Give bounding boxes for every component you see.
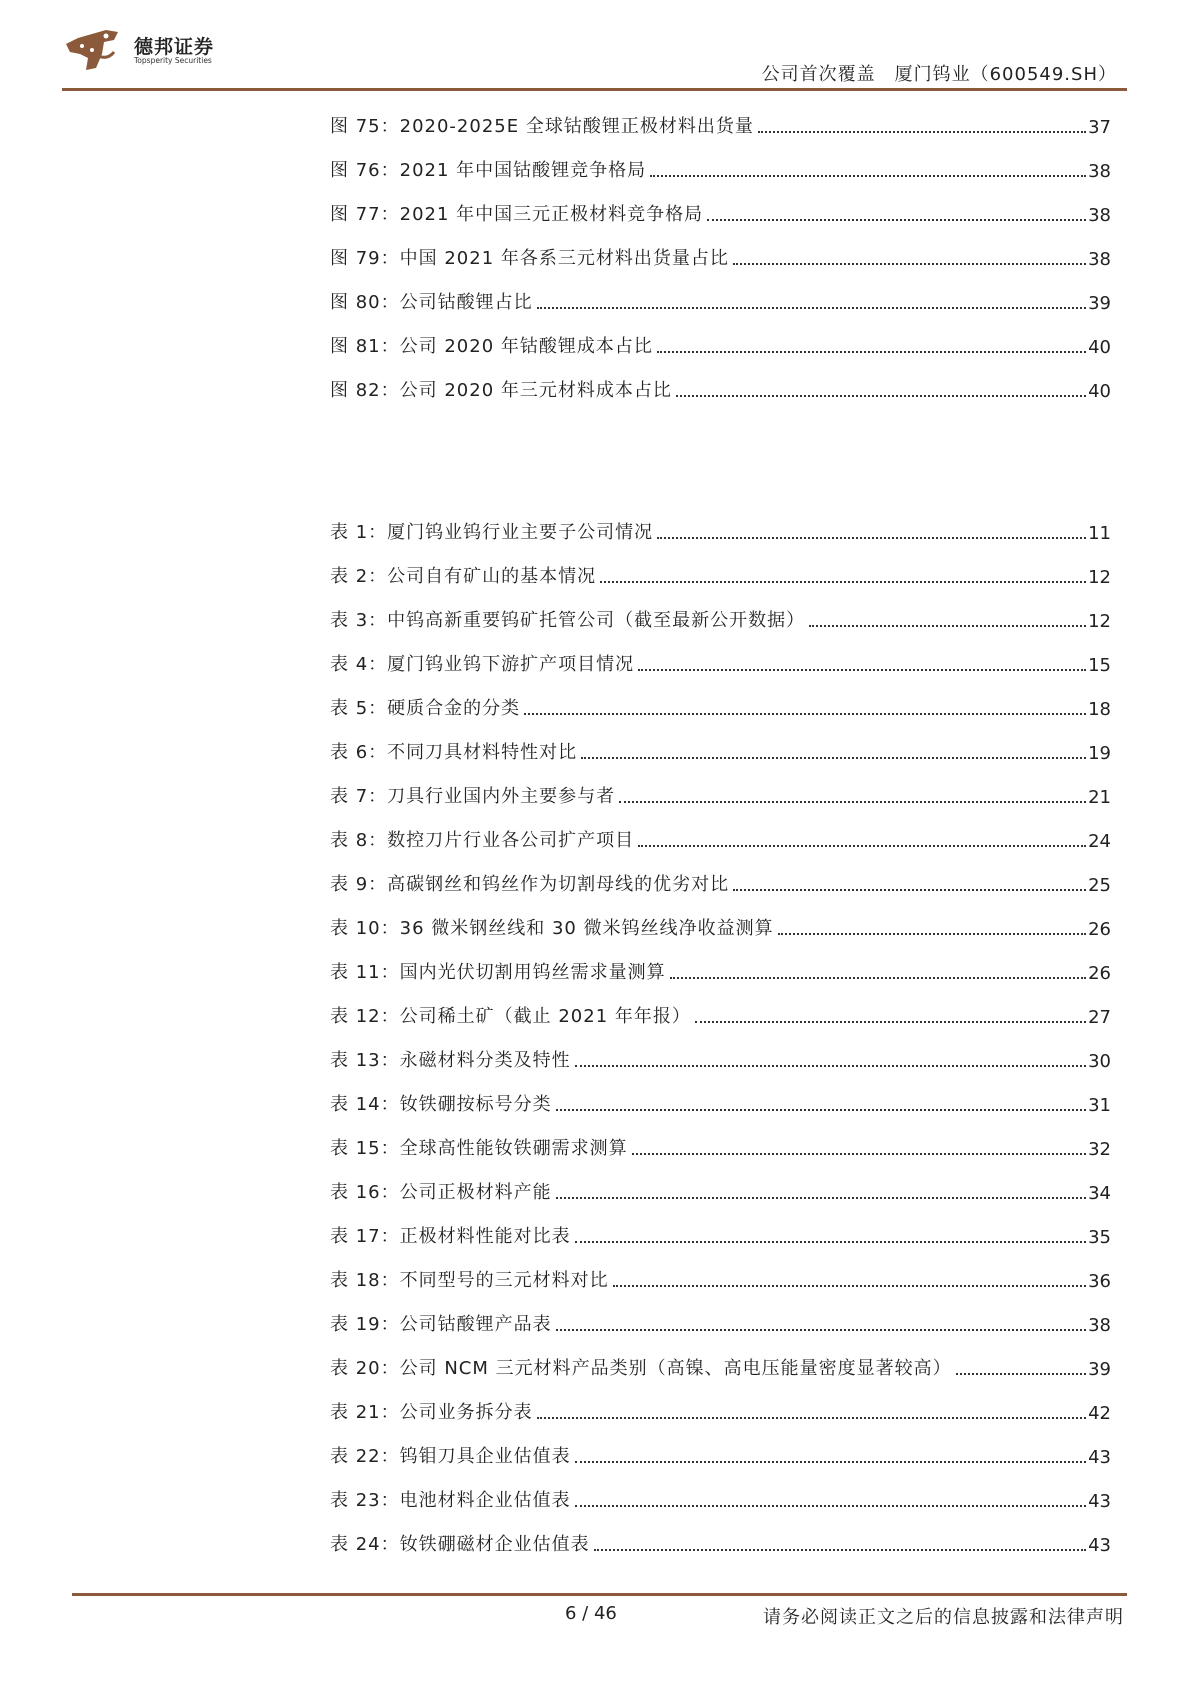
table-toc-entry[interactable] xyxy=(330,632,1111,676)
table-toc-entry-label: 表 2：公司自有矿山的基本情况 xyxy=(330,562,598,588)
report-title: 公司首次覆盖 厦门钨业（600549.SH） xyxy=(761,64,1117,85)
logo-text-cn: 德邦证券 xyxy=(134,36,215,58)
dot-leader xyxy=(638,844,1086,847)
table-toc-entry[interactable] xyxy=(330,940,1111,984)
table-toc-entry-page-number: 39 xyxy=(1088,1359,1111,1380)
table-toc-entry-page-number: 11 xyxy=(1088,523,1111,544)
table-toc-entry-label: 表 8：数控刀片行业各公司扩产项目 xyxy=(330,826,636,852)
dot-leader xyxy=(676,394,1086,397)
dot-leader xyxy=(619,800,1086,803)
table-toc-entry-page-number: 42 xyxy=(1088,1403,1111,1424)
table-toc-entry-page-number: 36 xyxy=(1088,1271,1111,1292)
table-toc-entry-label: 表 11：国内光伏切割用钨丝需求量测算 xyxy=(330,958,668,984)
table-toc-entry-label: 表 18：不同型号的三元材料对比 xyxy=(330,1266,611,1292)
table-toc-entry-page-number: 35 xyxy=(1088,1227,1111,1248)
dot-leader xyxy=(638,668,1086,671)
dot-leader xyxy=(537,1416,1086,1419)
page-number: 6 / 46 xyxy=(565,1603,617,1624)
dot-leader xyxy=(556,1108,1086,1111)
table-toc-entry[interactable] xyxy=(330,1424,1111,1468)
table-toc-entry-label: 表 10：36 微米钢丝线和 30 微米钨丝线净收益测算 xyxy=(330,914,776,940)
table-toc-entry[interactable] xyxy=(330,1512,1111,1556)
table-toc-entry-page-number: 38 xyxy=(1088,1315,1111,1336)
figure-toc-entry[interactable] xyxy=(330,270,1111,314)
dot-leader xyxy=(733,262,1086,265)
dot-leader xyxy=(556,1196,1086,1199)
dot-leader xyxy=(556,1328,1086,1331)
table-toc-entry-label: 表 22：钨钼刀具企业估值表 xyxy=(330,1442,573,1468)
table-toc-entry-page-number: 32 xyxy=(1088,1139,1111,1160)
figure-toc-entry-label: 图 82：公司 2020 年三元材料成本占比 xyxy=(330,376,674,402)
dot-leader xyxy=(758,130,1086,133)
dot-leader xyxy=(733,888,1086,891)
dot-leader xyxy=(575,1240,1086,1243)
dot-leader xyxy=(613,1284,1086,1287)
table-toc-entry-page-number: 26 xyxy=(1088,963,1111,984)
table-toc-entry[interactable] xyxy=(330,720,1111,764)
table-toc-entry[interactable] xyxy=(330,588,1111,632)
table-toc-entry[interactable] xyxy=(330,1292,1111,1336)
table-toc-entry-page-number: 43 xyxy=(1088,1447,1111,1468)
table-toc-entry[interactable] xyxy=(330,1204,1111,1248)
table-toc-entry[interactable] xyxy=(330,808,1111,852)
figure-list xyxy=(330,94,1111,402)
dot-leader xyxy=(581,756,1086,759)
table-toc-entry[interactable] xyxy=(330,852,1111,896)
table-toc-entry[interactable] xyxy=(330,500,1111,544)
table-toc-entry[interactable] xyxy=(330,676,1111,720)
figure-toc-entry-page-number: 40 xyxy=(1088,381,1111,402)
dot-leader xyxy=(809,624,1086,627)
dot-leader xyxy=(707,218,1086,221)
page-header xyxy=(62,24,1127,90)
figure-toc-entry-page-number: 38 xyxy=(1088,161,1111,182)
logo-text-en: Topsperity Securities xyxy=(134,56,212,65)
dot-leader xyxy=(537,306,1086,309)
table-toc-entry[interactable] xyxy=(330,764,1111,808)
dot-leader xyxy=(956,1372,1086,1375)
dot-leader xyxy=(575,1460,1086,1463)
table-toc-entry-label: 表 19：公司钴酸锂产品表 xyxy=(330,1310,554,1336)
figure-toc-entry[interactable] xyxy=(330,314,1111,358)
figure-toc-entry-label: 图 77：2021 年中国三元正极材料竞争格局 xyxy=(330,200,705,226)
figure-toc-entry-page-number: 38 xyxy=(1088,249,1111,270)
figure-toc-entry-label: 图 76：2021 年中国钴酸锂竞争格局 xyxy=(330,156,648,182)
table-toc-entry[interactable] xyxy=(330,1468,1111,1512)
table-toc-entry-label: 表 4：厦门钨业钨下游扩产项目情况 xyxy=(330,650,636,676)
table-toc-entry[interactable] xyxy=(330,1160,1111,1204)
figure-toc-entry-page-number: 37 xyxy=(1088,117,1111,138)
table-toc-entry-label: 表 6：不同刀具材料特性对比 xyxy=(330,738,579,764)
table-toc-entry[interactable] xyxy=(330,1116,1111,1160)
dot-leader xyxy=(657,350,1086,353)
figure-toc-entry[interactable] xyxy=(330,182,1111,226)
table-toc-entry-label: 表 16：公司正极材料产能 xyxy=(330,1178,554,1204)
table-toc-entry-label: 表 23：电池材料企业估值表 xyxy=(330,1486,573,1512)
dot-leader xyxy=(670,976,1086,979)
table-toc-entry-page-number: 12 xyxy=(1088,611,1111,632)
table-toc-entry-label: 表 3：中钨高新重要钨矿托管公司（截至最新公开数据） xyxy=(330,606,807,632)
figure-toc-entry-label: 图 80：公司钴酸锂占比 xyxy=(330,288,535,314)
table-toc-entry-label: 表 9：高碳钢丝和钨丝作为切割母线的优劣对比 xyxy=(330,870,731,896)
table-toc-entry-page-number: 12 xyxy=(1088,567,1111,588)
logo-mark-icon xyxy=(62,24,124,76)
table-toc-entry-label: 表 1：厦门钨业钨行业主要子公司情况 xyxy=(330,518,655,544)
dot-leader xyxy=(600,580,1086,583)
table-toc-entry-page-number: 31 xyxy=(1088,1095,1111,1116)
dot-leader xyxy=(657,536,1086,539)
table-toc-entry-label: 表 12：公司稀土矿（截止 2021 年年报） xyxy=(330,1002,693,1028)
table-toc-entry-label: 表 15：全球高性能钕铁硼需求测算 xyxy=(330,1134,630,1160)
table-toc-entry-page-number: 27 xyxy=(1088,1007,1111,1028)
dot-leader xyxy=(650,174,1086,177)
table-toc-entry-label: 表 24：钕铁硼磁材企业估值表 xyxy=(330,1530,592,1556)
table-toc-entry-label: 表 20：公司 NCM 三元材料产品类别（高镍、高电压能量密度显著较高） xyxy=(330,1354,954,1380)
table-toc-entry-page-number: 30 xyxy=(1088,1051,1111,1072)
table-toc-entry[interactable] xyxy=(330,1072,1111,1116)
table-toc-entry-page-number: 24 xyxy=(1088,831,1111,852)
dot-leader xyxy=(524,712,1086,715)
table-toc-entry[interactable] xyxy=(330,1336,1111,1380)
figure-toc-entry-page-number: 39 xyxy=(1088,293,1111,314)
dot-leader xyxy=(778,932,1086,935)
table-toc-entry[interactable] xyxy=(330,1028,1111,1072)
figure-toc-entry-label: 图 75：2020-2025E 全球钴酸锂正极材料出货量 xyxy=(330,112,756,138)
figure-toc-entry-page-number: 40 xyxy=(1088,337,1111,358)
table-toc-entry[interactable] xyxy=(330,984,1111,1028)
table-toc-entry-label: 表 5：硬质合金的分类 xyxy=(330,694,522,720)
table-toc-entry[interactable] xyxy=(330,1248,1111,1292)
table-toc-entry[interactable] xyxy=(330,1380,1111,1424)
table-toc-entry-page-number: 43 xyxy=(1088,1535,1111,1556)
footer-disclaimer: 请务必阅读正文之后的信息披露和法律声明 xyxy=(763,1607,1124,1628)
table-toc-entry-page-number: 26 xyxy=(1088,919,1111,940)
figure-toc-entry-label: 图 79：中国 2021 年各系三元材料出货量占比 xyxy=(330,244,731,270)
dot-leader xyxy=(575,1504,1086,1507)
figure-toc-entry-label: 图 81：公司 2020 年钴酸锂成本占比 xyxy=(330,332,655,358)
table-toc-entry-page-number: 21 xyxy=(1088,787,1111,808)
header-divider xyxy=(62,88,1127,91)
table-toc-entry-page-number: 15 xyxy=(1088,655,1111,676)
figure-toc-entry-page-number: 38 xyxy=(1088,205,1111,226)
figure-toc-entry[interactable] xyxy=(330,94,1111,138)
table-toc-entry-page-number: 18 xyxy=(1088,699,1111,720)
figure-toc-entry[interactable] xyxy=(330,138,1111,182)
footer-divider xyxy=(72,1593,1127,1596)
table-toc-entry-label: 表 21：公司业务拆分表 xyxy=(330,1398,535,1424)
dot-leader xyxy=(695,1020,1086,1023)
table-toc-entry-label: 表 7：刀具行业国内外主要参与者 xyxy=(330,782,617,808)
figure-toc-entry[interactable] xyxy=(330,358,1111,402)
table-list xyxy=(330,500,1111,1556)
table-toc-entry-label: 表 17：正极材料性能对比表 xyxy=(330,1222,573,1248)
dot-leader xyxy=(594,1548,1086,1551)
table-toc-entry-label: 表 13：永磁材料分类及特性 xyxy=(330,1046,573,1072)
table-toc-entry[interactable] xyxy=(330,544,1111,588)
dot-leader xyxy=(575,1064,1086,1067)
dot-leader xyxy=(632,1152,1086,1155)
figure-toc-entry[interactable] xyxy=(330,226,1111,270)
table-toc-entry[interactable] xyxy=(330,896,1111,940)
table-toc-entry-label: 表 14：钕铁硼按标号分类 xyxy=(330,1090,554,1116)
table-toc-entry-page-number: 43 xyxy=(1088,1491,1111,1512)
table-toc-entry-page-number: 34 xyxy=(1088,1183,1111,1204)
table-toc-entry-page-number: 25 xyxy=(1088,875,1111,896)
company-logo xyxy=(62,24,322,84)
table-toc-entry-page-number: 19 xyxy=(1088,743,1111,764)
